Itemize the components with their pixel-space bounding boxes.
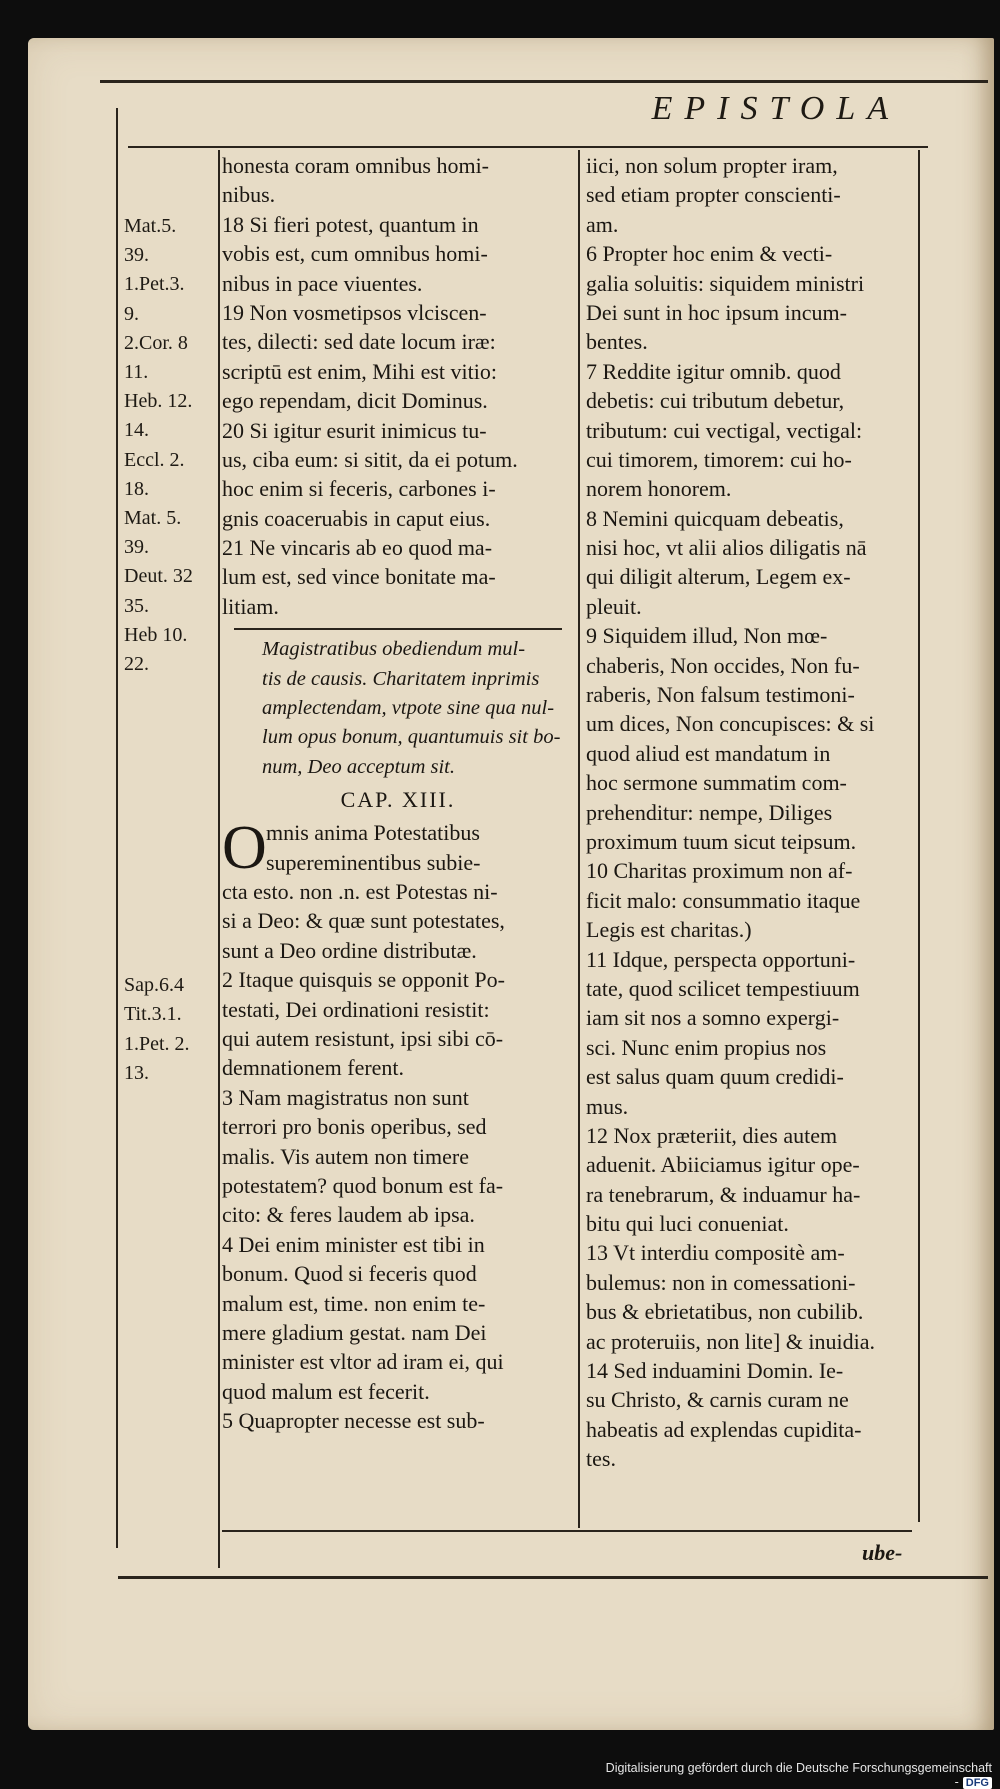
text-line: hoc enim si feceris, carbones i- <box>222 476 496 502</box>
digitization-footer <box>600 1761 992 1789</box>
right-column-rule <box>918 150 920 1522</box>
text-line: mus. <box>586 1093 629 1119</box>
text-line: sunt a Deo ordine distributæ. <box>222 937 477 963</box>
text-line: proximum tuum sicut teipsum. <box>586 828 857 854</box>
margin-note: 39. <box>124 244 149 267</box>
text-line: 20 Si igitur esurit inimicus tu- <box>222 417 487 443</box>
margin-note: 1.Pet.3. <box>124 273 185 296</box>
margin-notes-top <box>124 212 214 679</box>
text-line: 9 Siquidem illud, Non mœ- <box>586 623 828 649</box>
text-line: tes. <box>586 1446 616 1472</box>
margin-note: Tit.3.1. <box>124 1003 182 1026</box>
text-line: debetis: cui tributum debetur, <box>586 388 845 414</box>
text-line: 6 Propter hoc enim & vecti- <box>586 241 833 267</box>
text-line: quod aliud est mandatum in <box>586 740 831 766</box>
summary-line: tis de causis. Charitatem inprimis <box>262 667 540 690</box>
text-line: bitu qui luci conueniat. <box>586 1211 789 1237</box>
outer-left-rule <box>116 108 118 1548</box>
chapter-summary <box>222 635 574 782</box>
text-line: Dei sunt in hoc ipsum incum- <box>586 299 847 325</box>
right-text-column <box>586 151 916 1474</box>
margin-note: 14. <box>124 419 149 442</box>
dfg-logo: DFG <box>963 1777 992 1789</box>
text-line: Legis est charitas.) <box>586 917 752 943</box>
margin-note: Mat.5. <box>124 215 177 237</box>
text-line: su Christo, & carnis curam ne <box>586 1387 849 1413</box>
margin-note: 2.Cor. 8 <box>124 331 188 354</box>
left-verses-chapter <box>222 814 574 1435</box>
margin-note: Mat. 5. <box>124 507 182 530</box>
text-line: qui autem resistunt, ipsi sibi cō- <box>222 1026 504 1052</box>
left-text-column <box>222 151 574 1435</box>
text-line: 13 Vt interdiu compositè am- <box>586 1240 845 1266</box>
text-line: tes, dilecti: sed date locum iræ: <box>222 329 496 355</box>
text-line: 3 Nam magistratus non sunt <box>222 1084 469 1110</box>
text-line: quod malum est fecerit. <box>222 1378 430 1404</box>
text-line: norem honorem. <box>586 476 732 502</box>
text-line: tributum: cui vectigal, vectigal: <box>586 417 863 443</box>
margin-notes-bottom <box>124 971 214 1088</box>
text-line: 8 Nemini quicquam debeatis, <box>586 505 844 531</box>
text-line: cito: & feres laudem ab ipsa. <box>222 1202 475 1228</box>
margin-notes <box>124 212 214 1088</box>
text-line: sci. Nunc enim propius nos <box>586 1034 827 1060</box>
text-line: us, ciba eum: si sitit, da ei potum. <box>222 446 518 472</box>
margin-note: 1.Pet. 2. <box>124 1032 190 1055</box>
text-line: bus & ebrietatibus, non cubilib. <box>586 1299 864 1325</box>
text-line: iici, non solum propter iram, <box>586 153 838 178</box>
text-line: minister est vltor ad iram ei, qui <box>222 1349 504 1375</box>
text-line: vobis est, cum omnibus homi- <box>222 241 488 267</box>
margin-note: 35. <box>124 594 149 617</box>
margin-note: 9. <box>124 302 139 325</box>
text-line: sed etiam propter conscienti- <box>586 182 841 208</box>
left-column-rule <box>218 150 220 1568</box>
text-line: bonum. Quod si feceris quod <box>222 1261 477 1287</box>
text-line: 10 Charitas proximum non af- <box>586 858 853 884</box>
margin-note: 13. <box>124 1061 149 1084</box>
section-separator <box>222 621 574 635</box>
text-line: raberis, Non falsum testimoni- <box>586 682 855 708</box>
bottom-text-rule <box>222 1530 912 1532</box>
text-line: 14 Sed induamini Domin. Ie- <box>586 1358 844 1384</box>
text-line: 11 Idque, perspecta opportuni- <box>586 946 856 972</box>
text-line: bulemus: non in comessationi- <box>586 1269 856 1295</box>
text-line: chaberis, Non occides, Non fu- <box>586 652 860 678</box>
text-line: am. <box>586 211 619 237</box>
left-verses-top <box>222 151 574 621</box>
text-line: iam sit nos a somno expergi- <box>586 1005 840 1031</box>
margin-note: 22. <box>124 653 149 676</box>
text-line: scriptū est enim, Mihi est vitio: <box>222 358 497 384</box>
text-line: supereminentibus subie- <box>266 849 481 875</box>
drop-cap: O <box>222 814 267 883</box>
text-line: malis. Vis autem non timere <box>222 1143 469 1169</box>
text-line: ac proteruiis, non lite] & inuidia. <box>586 1328 875 1354</box>
summary-line: num, Deo acceptum sit. <box>262 755 455 778</box>
text-line: lum est, sed vince bonitate ma- <box>222 564 496 590</box>
text-line: honesta coram omnibus homi- <box>222 153 490 178</box>
text-line: si a Deo: & quæ sunt potestates, <box>222 908 505 934</box>
footer-text: Digitalisierung gefördert durch die Deutsche Forschungsgemeinschaft - <box>605 1761 992 1789</box>
text-line: demnationem ferent. <box>222 1055 405 1081</box>
text-line: 5 Quapropter necesse est sub- <box>222 1408 485 1434</box>
summary-line: lum opus bonum, quantumuis sit bo- <box>262 726 561 749</box>
margin-note: Deut. 32 <box>124 565 193 588</box>
text-line: est salus quam quum credidi- <box>586 1064 844 1090</box>
text-line: nibus. <box>222 182 276 208</box>
text-line: terrori pro bonis operibus, sed <box>222 1114 487 1140</box>
bottom-rule <box>118 1576 988 1579</box>
text-line: mere gladium gestat. nam Dei <box>222 1319 487 1345</box>
text-line: habeatis ad explendas cupidita- <box>586 1416 862 1442</box>
margin-note: Heb 10. <box>124 623 188 646</box>
text-line: 4 Dei enim minister est tibi in <box>222 1231 485 1257</box>
top-rule <box>100 80 988 83</box>
text-line: aduenit. Abiiciamus igitur ope- <box>586 1152 860 1178</box>
margin-note: 39. <box>124 536 149 559</box>
text-line: 18 Si fieri potest, quantum in <box>222 211 479 237</box>
head-rule <box>128 146 928 148</box>
summary-line: amplectendam, vtpote sine qua nul- <box>262 697 555 720</box>
catchword: ube- <box>862 1540 903 1565</box>
running-head: EPISTOLA <box>651 90 900 127</box>
text-line: qui diligit alterum, Legem ex- <box>586 564 851 590</box>
text-line: 2 Itaque quisquis se opponit Po- <box>222 967 505 993</box>
text-line: hoc sermone summatim com- <box>586 770 847 796</box>
text-line: galia soluitis: siquidem ministri <box>586 270 865 296</box>
text-line: testati, Dei ordinationi resistit: <box>222 996 490 1022</box>
text-line: 19 Non vosmetipsos vlciscen- <box>222 299 487 325</box>
text-line: ra tenebrarum, & induamur ha- <box>586 1181 861 1207</box>
text-line: um dices, Non concupisces: & si <box>586 711 875 737</box>
margin-note: Eccl. 2. <box>124 448 185 471</box>
margin-note: Sap.6.4 <box>124 974 184 997</box>
text-line: malum est, time. non enim te- <box>222 1290 486 1316</box>
text-line: 12 Nox præteriit, dies autem <box>586 1122 838 1148</box>
text-line: pleuit. <box>586 593 642 619</box>
column-divider-rule <box>578 150 580 1528</box>
margin-note: 11. <box>124 361 149 384</box>
text-line: potestatem? quod bonum est fa- <box>222 1172 504 1198</box>
text-line: ficit malo: consummatio itaque <box>586 887 861 913</box>
text-line: cui timorem, timorem: cui ho- <box>586 446 852 472</box>
text-line: cta esto. non .n. est Potestas ni- <box>222 879 498 905</box>
text-line: mnis anima Potestatibus <box>266 820 480 846</box>
summary-line: Magistratibus obediendum mul- <box>262 638 526 661</box>
text-line: 7 Reddite igitur omnib. quod <box>586 358 841 384</box>
text-line: nisi hoc, vt alii alios diligatis nā <box>586 535 867 561</box>
text-line: prehenditur: nempe, Diliges <box>586 799 833 825</box>
text-line: 21 Ne vincaris ab eo quod ma- <box>222 535 493 561</box>
text-line: litiam. <box>222 593 279 619</box>
text-line: nibus in pace viuentes. <box>222 270 423 296</box>
text-line: gnis coaceruabis in caput eius. <box>222 505 491 531</box>
chapter-heading: CAP. XIII. <box>340 787 456 813</box>
text-line: ego rependam, dicit Dominus. <box>222 388 488 414</box>
margin-note: Heb. 12. <box>124 390 193 413</box>
text-line: bentes. <box>586 329 648 355</box>
margin-note: 18. <box>124 477 149 500</box>
text-line: tate, quod scilicet tempestiuum <box>586 975 860 1001</box>
